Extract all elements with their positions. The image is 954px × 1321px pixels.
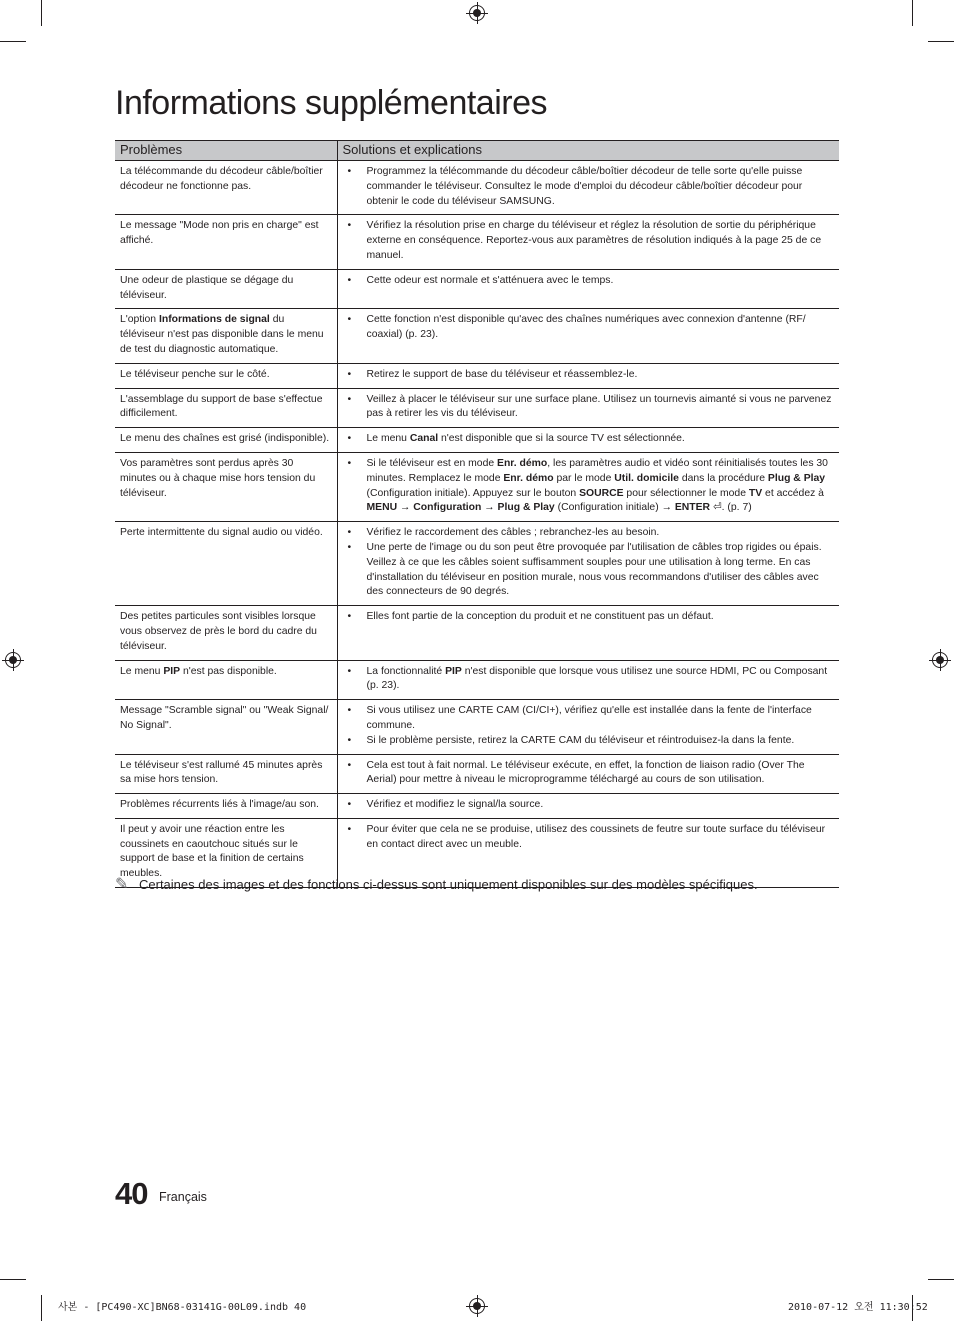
table-row [115, 363, 839, 388]
solution-cell [337, 161, 839, 215]
problem-cell [115, 452, 337, 521]
solution-text: Enr. démo [503, 472, 554, 484]
solution-text: dans la procédure [678, 472, 768, 484]
solution-text: Vérifiez le raccordement des câbles ; rebranchez-les au besoin. [366, 527, 660, 539]
print-file-info: 사본 - [PC490-XC]BN68-03141G-00L09.indb 40 [58, 1302, 307, 1313]
crop-mark [0, 41, 26, 42]
solution-text: ⏎. (p. 7) [710, 502, 752, 514]
column-header-problems: Problèmes [115, 141, 337, 161]
solution-text: Vérifiez et modifiez le signal/la source. [366, 799, 544, 811]
problem-text: Vos paramètres sont perdus après 30 minutes ou à chaque mise hors tension du téléviseur. [120, 457, 316, 499]
solution-text: Le menu [366, 433, 410, 445]
note [115, 876, 845, 894]
registration-mark-icon [932, 652, 948, 668]
solution-list [348, 704, 836, 748]
problem-cell [115, 522, 337, 606]
problem-text: Le message "Mode non pris en charge" est affiché. [120, 220, 319, 247]
solution-item [348, 165, 836, 209]
crop-mark [928, 41, 954, 42]
solution-item [348, 823, 836, 853]
solution-text: Enr. démo [497, 457, 548, 469]
solution-cell [337, 700, 839, 754]
solution-list [348, 823, 836, 853]
table-row [115, 660, 839, 700]
problem-text: Message "Scramble signal" ou "Weak Signal/ No Signal". [120, 705, 329, 731]
page-title: Informations supplémentaires [115, 84, 548, 122]
problem-text: Des petites particules sont visibles lorsque vous observez de près le bord du cadre du téléviseur. [120, 611, 317, 652]
solution-list [348, 313, 836, 343]
solution-text: PIP [445, 665, 462, 677]
problem-cell [115, 388, 337, 428]
solution-cell [337, 606, 839, 660]
crop-mark [912, 0, 913, 26]
problem-cell [115, 269, 337, 309]
solution-item [348, 610, 836, 625]
table-row [115, 522, 839, 606]
solution-list [348, 759, 836, 789]
solution-text: Une perte de l'image ou du son peut être provoquée par l'utilisation de câbles trop rigides ou épais. Veillez à ce que les câbles soient suffisamment souples pour une utilisation à long terme. En cas d'installation du téléviseur en position murale, nous vous recommandons d'utiliser des câbles avec des connecteurs de 90 degrés. [366, 541, 822, 598]
solution-item [348, 541, 836, 600]
solution-text: Plug & Play [767, 472, 826, 484]
solution-text: Plug & Play [497, 502, 555, 514]
solution-cell [337, 452, 839, 521]
problem-text: n'est pas disponible. [180, 665, 277, 677]
solution-cell [337, 660, 839, 700]
solution-cell [337, 794, 839, 819]
solution-item [348, 759, 836, 789]
solution-text: (Configuration initiale) → [554, 502, 675, 514]
solution-text: TV [748, 487, 763, 499]
solution-list [348, 393, 836, 423]
solution-item [348, 313, 836, 343]
solution-cell [337, 388, 839, 428]
solution-list [348, 368, 836, 383]
solution-list [348, 526, 836, 600]
solution-list [348, 610, 836, 625]
crop-mark [41, 0, 42, 26]
solution-text: Retirez le support de base du téléviseur et réassemblez-le. [366, 368, 638, 380]
print-datetime: 2010-07-12 오전 11:30:52 [788, 1302, 928, 1313]
solution-text: Cette fonction n'est disponible qu'avec des chaînes numériques avec connexion d'antenne (RF/ coaxial) (p. 23). [366, 314, 806, 341]
solution-cell [337, 754, 839, 794]
table-row [115, 428, 839, 453]
table-row [115, 452, 839, 521]
problem-cell [115, 700, 337, 754]
solution-text: Programmez la télécommande du décodeur câble/boîtier décodeur de telle sorte qu'elle puisse commander le téléviseur. Consultez le mode d'emploi du décodeur câble/boîtier décodeur pour obtenir le code du téléviseur SAMSUNG. [366, 166, 803, 207]
crop-mark [0, 1279, 26, 1280]
problem-text: PIP [163, 665, 181, 677]
solution-text: Veillez à placer le téléviseur sur une surface plane. Utilisez un tournevis aimanté si vous ne parvenez pas à retirer les vis du téléviseur. [366, 393, 832, 420]
problem-cell [115, 363, 337, 388]
table-row [115, 215, 839, 269]
problem-text: Il peut y avoir une réaction entre les coussinets en caoutchouc situés sur le support de base et la finition de certains meubles. [120, 823, 304, 880]
table-row [115, 606, 839, 660]
solution-text: (Configuration initiale). Appuyez sur le bouton [366, 487, 580, 499]
solution-text: , les paramètres audio et vidéo sont réinitialisés toutes les 30 minutes. Remplacez le mode [366, 457, 828, 484]
solution-list [348, 274, 836, 289]
solution-text: MENU [366, 502, 398, 514]
solution-item [348, 274, 836, 289]
crop-mark [41, 1295, 42, 1321]
solution-cell [337, 215, 839, 269]
solution-text: par le mode [553, 472, 615, 484]
solution-text: Cela est tout à fait normal. Le téléviseur exécute, en effet, la fonction de liaison radio (Over The Aerial) pour mettre à niveau le microprogramme téléchargé au cours de son utilisation. [366, 759, 805, 786]
solution-cell [337, 522, 839, 606]
solution-text: n'est disponible que si la source TV est sélectionnée. [438, 433, 685, 445]
page-number: 40 [115, 1176, 148, 1211]
solution-item [348, 526, 836, 541]
column-header-solutions: Solutions et explications [337, 141, 839, 161]
problem-cell [115, 215, 337, 269]
solution-text: Cette odeur est normale et s'atténuera avec le temps. [366, 274, 614, 286]
solution-text: Pour éviter que cela ne se produise, utilisez des coussinets de feutre sur toute surface du téléviseur en contact direct avec un meuble. [366, 823, 826, 850]
solution-item [348, 704, 836, 734]
pencil-icon: ✎ [115, 876, 129, 893]
table-row [115, 754, 839, 794]
solution-item [348, 734, 836, 749]
solution-text: Configuration [413, 502, 482, 514]
table-body [115, 161, 839, 888]
solution-list [348, 798, 836, 813]
solution-item [348, 219, 836, 263]
problem-text: Une odeur de plastique se dégage du téléviseur. [120, 274, 294, 301]
solution-text: Canal [409, 433, 439, 445]
solution-text: Elles font partie de la conception du produit et ne constituent pas un défaut. [366, 611, 714, 623]
solution-text: Si le problème persiste, retirez la CARTE CAM du téléviseur et réintroduisez-la dans la fente. [366, 734, 795, 746]
solution-item [348, 432, 836, 447]
table-row [115, 269, 839, 309]
table-row [115, 161, 839, 215]
solution-text: Util. domicile [614, 472, 679, 484]
registration-mark-icon [5, 652, 21, 668]
solution-list [348, 219, 836, 263]
problem-cell [115, 754, 337, 794]
problem-text: L'assemblage du support de base s'effectue difficilement. [120, 393, 323, 420]
crop-mark [928, 1279, 954, 1280]
solution-text: et accédez à [762, 487, 824, 499]
table-row [115, 388, 839, 428]
table-row [115, 700, 839, 754]
problem-cell [115, 660, 337, 700]
solution-item [348, 368, 836, 383]
registration-mark-icon [469, 1298, 485, 1314]
solution-cell [337, 309, 839, 363]
problem-cell [115, 606, 337, 660]
solution-list [348, 432, 836, 447]
solution-text: La fonctionnalité [366, 665, 446, 677]
problem-text: Problèmes récurrents liés à l'image/au son. [120, 799, 319, 811]
solution-text: ENTER [674, 502, 711, 514]
solution-text: SOURCE [579, 487, 624, 499]
problem-cell [115, 794, 337, 819]
problem-text: Perte intermittente du signal audio ou vidéo. [120, 527, 323, 539]
solution-list [348, 457, 836, 516]
table-header-row [115, 141, 839, 161]
problem-cell [115, 309, 337, 363]
problem-text: Le téléviseur penche sur le côté. [120, 368, 270, 380]
solution-text: pour sélectionner le mode [623, 487, 749, 499]
solution-cell [337, 269, 839, 309]
solution-cell [337, 428, 839, 453]
solution-item [348, 665, 836, 695]
table-row [115, 794, 839, 819]
problem-cell [115, 428, 337, 453]
problem-text: Le téléviseur s'est rallumé 45 minutes après sa mise hors tension. [120, 759, 323, 786]
page-language: Français [159, 1190, 207, 1204]
problem-text: du téléviseur n'est pas disponible dans le menu de test du diagnostic automatique. [120, 314, 324, 355]
solution-text: Vérifiez la résolution prise en charge du téléviseur et réglez la résolution de sortie du périphérique externe en conséquence. Reportez-vous aux paramètres de résolution indiqués à la page 25 de ce manuel. [366, 220, 822, 261]
solution-text: → [481, 502, 498, 514]
solution-cell [337, 363, 839, 388]
registration-mark-icon [469, 5, 485, 21]
problem-text: Informations de signal [158, 314, 270, 326]
solution-list [348, 165, 836, 209]
problem-text: La télécommande du décodeur câble/boîtier décodeur ne fonctionne pas. [120, 166, 323, 192]
solution-text: Si le téléviseur est en mode [366, 457, 498, 469]
solution-text: n'est disponible que lorsque vous utilisez une source HDMI, PC ou Composant (p. 23). [366, 665, 828, 692]
table-row [115, 309, 839, 363]
problem-text: Le menu [120, 665, 164, 677]
troubleshooting-table [115, 140, 839, 888]
solution-text: Si vous utilisez une CARTE CAM (CI/CI+), vérifiez qu'elle est installée dans la fente de l'interface commune. [366, 705, 812, 731]
problem-text: L'option [120, 314, 159, 326]
solution-item [348, 798, 836, 813]
problem-cell [115, 161, 337, 215]
problem-text: Le menu des chaînes est grisé (indisponible). [120, 433, 330, 445]
solution-text: → [397, 502, 414, 514]
solution-item [348, 393, 836, 423]
note-text: Certaines des images et des fonctions ci-dessus sont uniquement disponibles sur des modèles spécifiques. [139, 877, 758, 892]
solution-list [348, 665, 836, 695]
solution-item [348, 457, 836, 516]
